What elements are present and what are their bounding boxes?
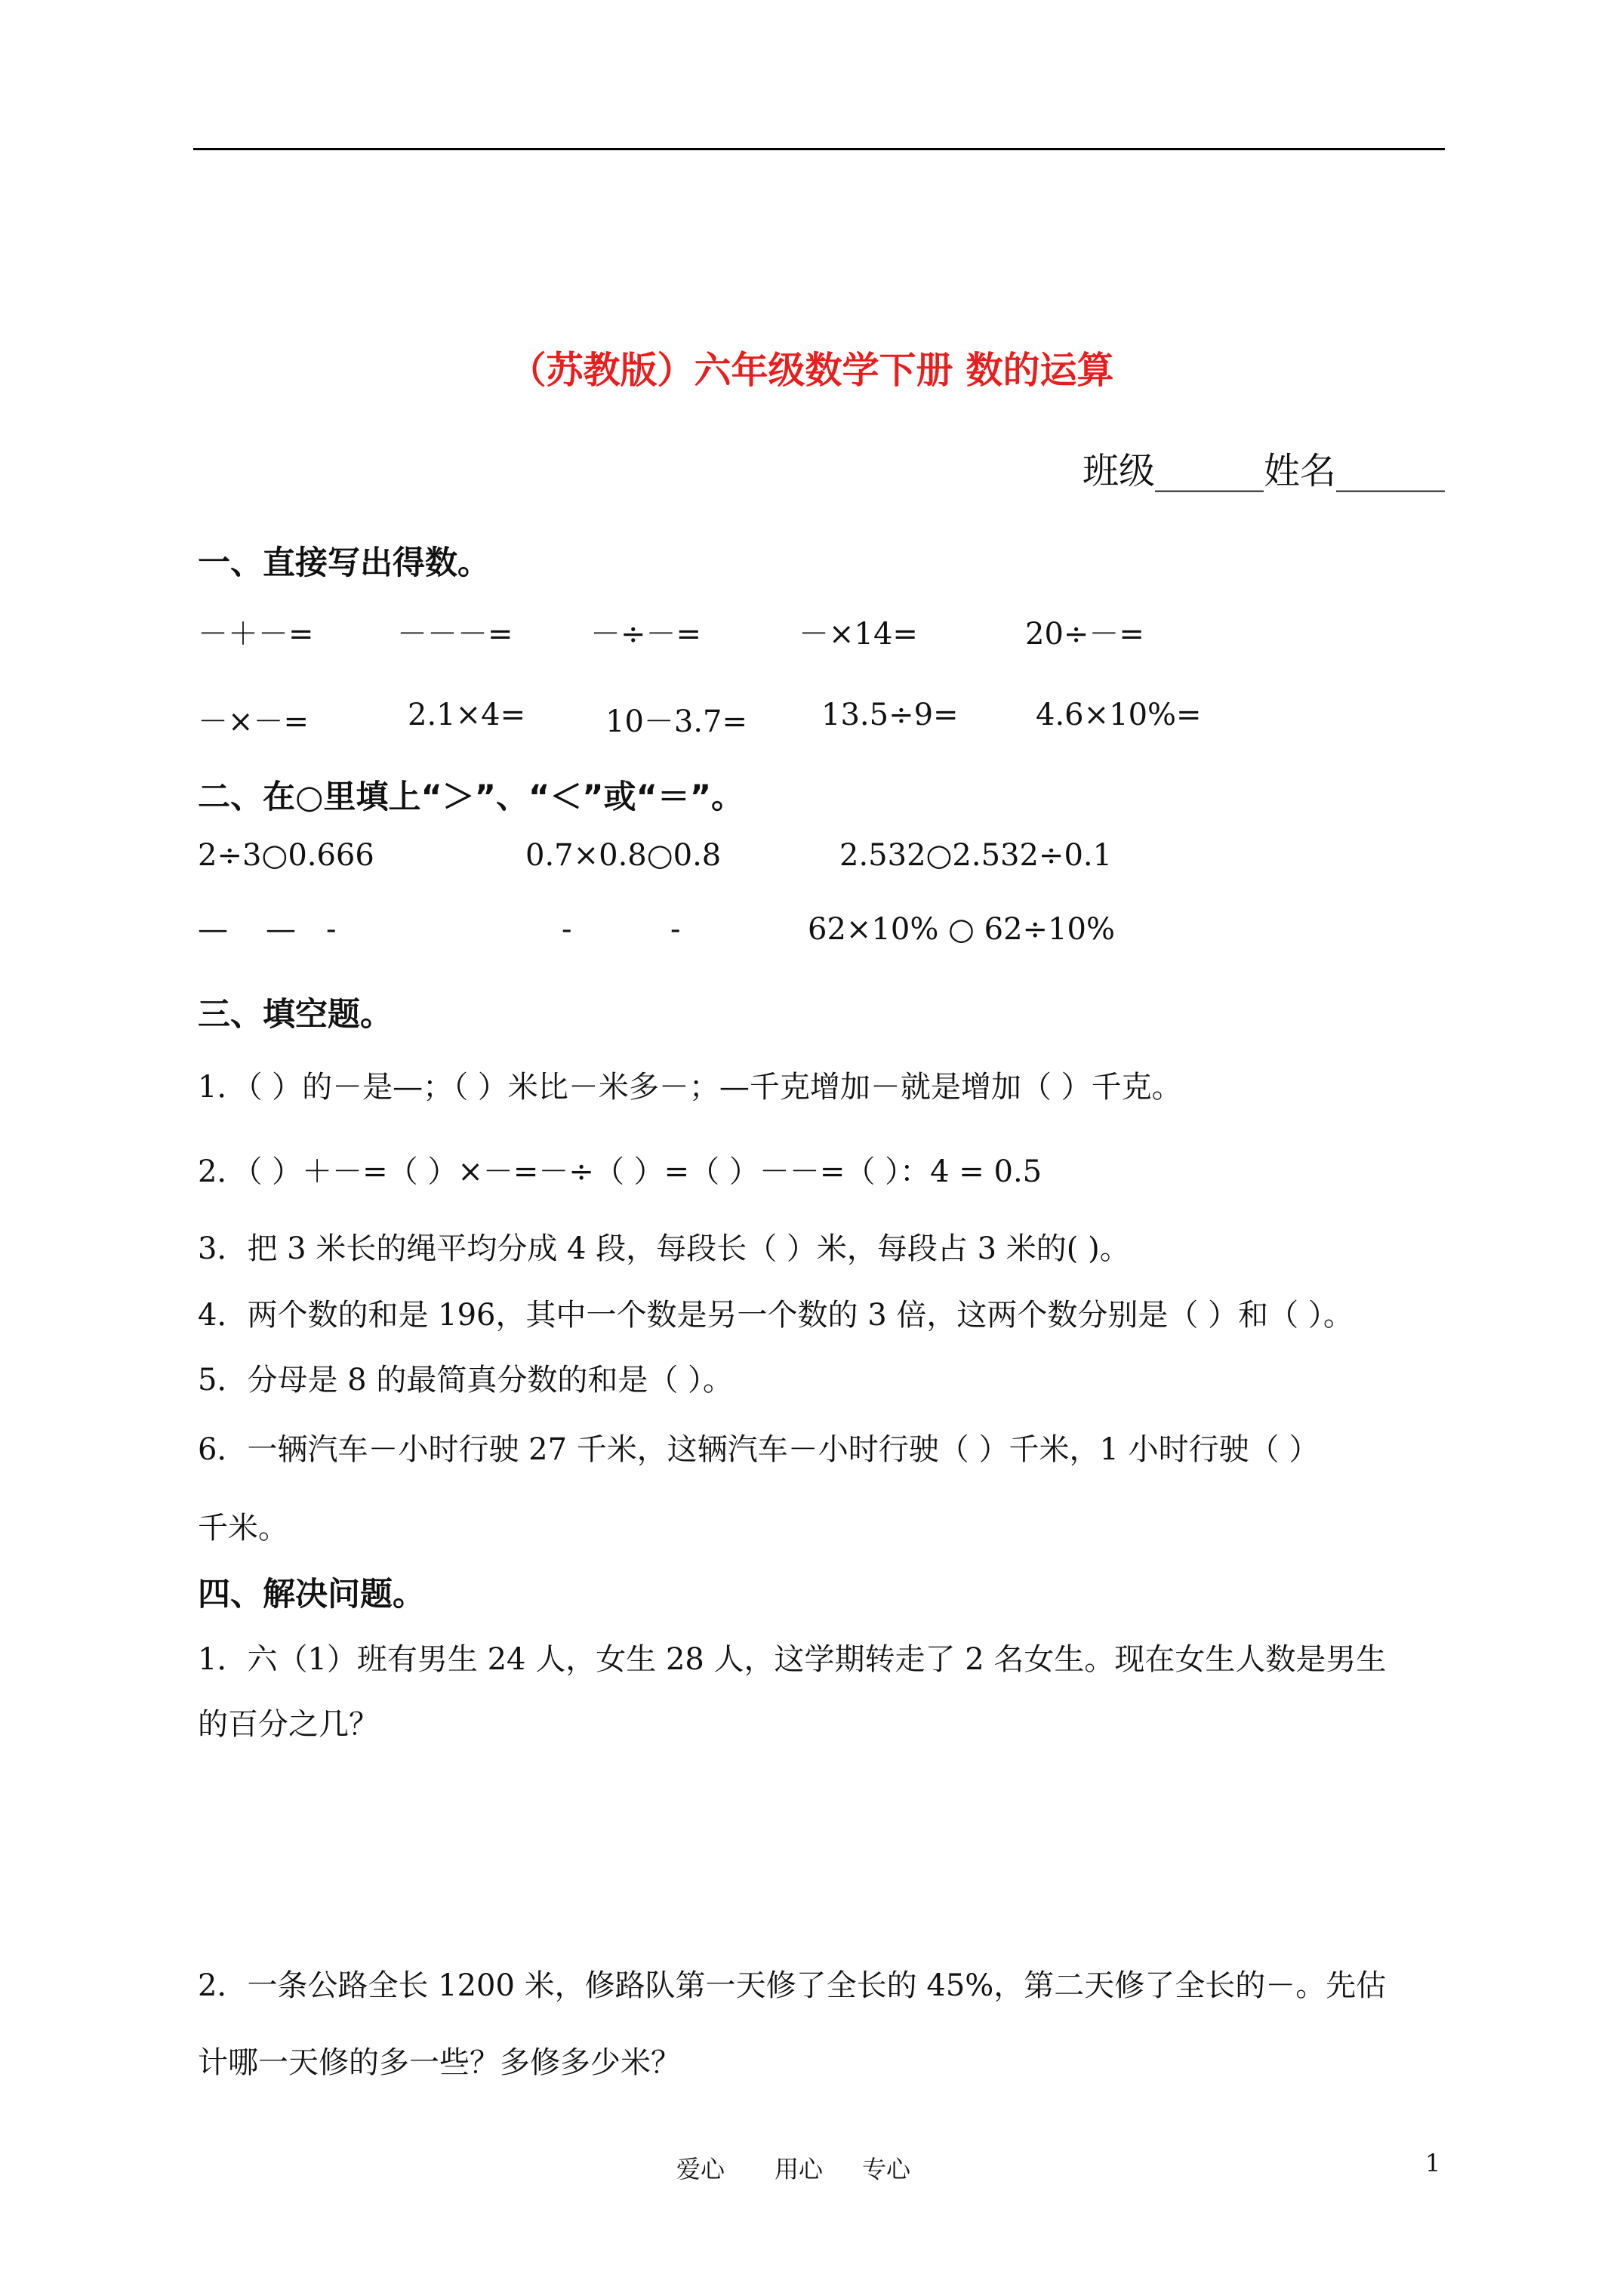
fill-question-6-cont: 千米。 (198, 1511, 288, 1546)
footer-motto-item: 爱心 (676, 2155, 725, 2184)
section-heading-2: 二、在○里填上“＞”、“＜”或“＝”。 (198, 778, 744, 816)
fraction-bar: — (198, 912, 228, 947)
fraction-bar: — (266, 912, 296, 947)
fill-question-1: 1．（ ）的－是—；（ ）米比－米多－；—千克增加－就是增加（ ）千克。 (198, 1070, 1182, 1105)
fraction-bar: - (562, 912, 572, 947)
calc-item: 2.1×4= (408, 698, 526, 732)
class-name-line: 班级______姓名______ (1082, 450, 1445, 492)
calc-item: －－－= (397, 617, 513, 652)
calc-item: －×－= (198, 704, 310, 739)
footer-motto-item: 专心 (862, 2155, 911, 2184)
calc-item: 13.5÷9= (821, 698, 959, 732)
compare-item: 0.7×0.8○0.8 (525, 838, 722, 873)
word-problem-2: 2．一条公路全长 1200 米，修路队第一天修了全长的 45%，第二天修了全长的－。先估 (198, 1968, 1387, 2003)
word-problem-1: 1．六（1）班有男生 24 人，女生 28 人，这学期转走了 2 名女生。现在女生人数是男生 (198, 1642, 1387, 1677)
page-number: 1 (1425, 2149, 1441, 2177)
calc-item: 4.6×10%= (1036, 698, 1202, 732)
page-title: （苏教版）六年级数学下册 数的运算 (509, 349, 1114, 392)
compare-item: 2.532○2.532÷0.1 (839, 838, 1113, 873)
fraction-bar: - (670, 912, 681, 947)
section-heading-3: 三、填空题。 (198, 996, 393, 1034)
calc-item: －＋－= (198, 617, 314, 652)
header-rule (193, 148, 1445, 150)
compare-item: 2÷3○0.666 (198, 838, 374, 873)
fill-question-2: 2．（ ）＋－=（ ）×－=－÷（ ）=（ ）－－=（ ）：4 = 0.5 (198, 1154, 1042, 1189)
fill-question-3: 3．把 3 米长的绳平均分成 4 段，每段长（ ）米，每段占 3 米的( )。 (198, 1231, 1130, 1266)
calc-item: 10－3.7= (605, 704, 748, 739)
footer-motto-item: 用心 (775, 2155, 824, 2184)
word-problem-1-cont: 的百分之几？ (198, 1707, 379, 1742)
calc-item: －÷－= (590, 617, 702, 652)
calc-item: 20÷－= (1025, 617, 1144, 652)
fill-question-5: 5．分母是 8 的最简真分数的和是（ ）。 (198, 1363, 734, 1398)
calc-item: －×14= (799, 617, 918, 652)
section-heading-4: 四、解决问题。 (198, 1576, 425, 1613)
word-problem-2-cont: 计哪一天修的多一些？多修多少米？ (198, 2045, 681, 2080)
fill-question-6: 6．一辆汽车－小时行驶 27 千米，这辆汽车－小时行驶（ ）千米，1 小时行驶（ ） (198, 1432, 1320, 1467)
compare-item: 62×10% ○ 62÷10% (808, 912, 1115, 947)
section-heading-1: 一、直接写出得数。 (198, 544, 490, 582)
fill-question-4: 4．两个数的和是 196，其中一个数是另一个数的 3 倍，这两个数分别是（ ）和（ ）。 (198, 1298, 1354, 1333)
fraction-bar: - (326, 912, 337, 947)
